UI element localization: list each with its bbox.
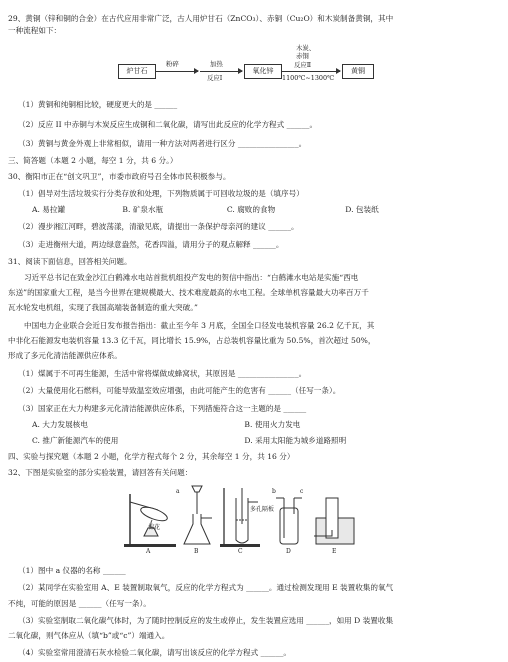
label-a: a <box>176 488 180 495</box>
q31-para2-line1: 中国电力企业联合会近日发布报告指出：截止至今年 3 月底，全国全口径发电装机容量 26.2 亿千瓦，其 <box>24 321 375 330</box>
q30-option-a: A. 易拉罐 <box>32 205 66 214</box>
apparatus-a <box>120 484 180 548</box>
flow-box-brass: 黄铜 <box>342 64 374 79</box>
q32-s3: （3）实验室制取二氧化碳气体时，为了随时控制反应的发生或停止，发生装置应选用 ______，如用 D 装置收集 <box>18 616 394 625</box>
q29-s2: （2）反应 II 中赤铜与木炭反应生成铜和二氧化碳，请写出此反应的化学方程式 ______。 <box>18 120 318 129</box>
process-flow-diagram <box>118 44 410 94</box>
apparatus-d <box>272 494 306 548</box>
q31-option-d: D. 采用太阳能为城乡道路照明 <box>244 436 347 445</box>
q31-para2-line2: 中非化石能源发电装机容量 13.3 亿千瓦，同比增长 15.9%，占总装机容量比重为 50.5%，首次超过 50%， <box>8 336 376 345</box>
q31-options-row1 <box>0 420 508 429</box>
q29-s3: （3）黄铜与黄金外观上非常相似，请用一种方法对两者进行区分 ________________。 <box>18 139 307 148</box>
q29-intro: 29、黄铜（锌和铜的合金）在古代应用非常广泛，古人用炉甘石（ZnCO₃）、赤铜（Cu₂O）和木炭制备黄铜，其中 <box>8 14 394 23</box>
q31-options-row2 <box>0 436 508 445</box>
flow-arrow-2 <box>200 71 242 72</box>
section-4-heading: 四、实验与探究题（本题 2 小题，化学方程式每个 2 分，其余每空 1 分，共 16 分） <box>8 452 295 461</box>
q30-s1: （1）倡导对生活垃圾实行分类存放和处理，下列物质属于可回收垃圾的是（填序号） <box>18 189 304 198</box>
label-D: D <box>286 548 291 555</box>
q29-s1: （1）黄铜和纯铜相比较，硬度更大的是 ______ <box>18 100 178 109</box>
label-valve: 多孔隔板 <box>250 506 275 513</box>
q31-option-b: B. 使用火力发电 <box>244 420 301 429</box>
apparatus-figure <box>120 484 360 556</box>
q30-intro: 30、衡阳市正在“创文巩卫”，市委市政府号召全体市民积极参与。 <box>8 172 231 181</box>
apparatus-c <box>218 484 262 548</box>
q31-option-a: A. 大力发展核电 <box>32 420 88 429</box>
q30-options <box>0 205 508 214</box>
q31-intro: 31、阅读下面信息，回答相关问题。 <box>8 257 132 266</box>
q32-s1: （1）图中 a 仪器的名称 ______ <box>18 566 126 575</box>
label-A: A <box>146 548 151 555</box>
label-b: b <box>272 488 276 495</box>
q30-option-c: C. 腐败的食物 <box>226 205 276 214</box>
q30-s2: （2）漫步湘江河畔，碧波荡漾，清澈见底，请提出一条保护母亲河的建议 ______。 <box>18 222 299 231</box>
q30-s3: （3）走进衡州大道，两边绿意盎然，花香四溢，请用分子的观点解释 ______。 <box>18 240 284 249</box>
q31-para1-line2: 东送”的国家重大工程，是当今世界在建规模最大、技术难度最高的水电工程。全球单机容量最大功率百万千 <box>8 288 369 297</box>
q31-s2: （2）大量使用化石燃料，可能导致温室效应增强，由此可能产生的危害有 ______（任写一条）。 <box>18 386 341 395</box>
q32-intro: 32、下图是实验室的部分实验装置，请回答有关问题： <box>8 468 193 477</box>
apparatus-b <box>180 484 214 548</box>
label-B: B <box>194 548 199 555</box>
q32-s2b: 不纯，可能的原因是 ______（任写一条）。 <box>8 599 151 608</box>
section-3-heading: 三、简答题（本题 2 小题，每空 1 分，共 6 分。） <box>8 156 178 165</box>
flow-box-ore: 炉甘石 <box>118 64 156 79</box>
flow-label-heat: 加热 <box>210 60 223 68</box>
q31-para2-line3: 形成了多元化清洁能源供应体系。 <box>8 351 122 360</box>
q29-intro-2: 一种流程如下： <box>8 26 62 35</box>
label-c: c <box>300 488 304 495</box>
q31-option-c: C. 推广新能源汽车的使用 <box>32 436 119 445</box>
flow-label-reaction2: 反应Ⅱ <box>294 61 312 69</box>
flow-box-zno: 氧化锌 <box>244 64 282 79</box>
q30-option-d: D. 包装纸 <box>345 205 379 214</box>
q31-s1: （1）煤属于不可再生能源，生活中常将煤做成蜂窝状，其原因是 ________________。 <box>18 369 307 378</box>
q32-s2: （2）某同学在实验室用 A、E 装置制取氧气，反应的化学方程式为 ______。通过检测发现用 E 装置收集的氧气 <box>18 583 394 592</box>
q31-s3: （3）国家正在大力构建多元化清洁能源供应体系，下列措施符合这一主题的是 ______ <box>18 404 307 413</box>
q31-para1-line3: 瓦水轮发电机组，实现了我国高端装备制造的重大突破。” <box>8 303 198 312</box>
label-cotton: 棉花 <box>148 524 161 531</box>
flow-label-reaction1: 反应Ⅰ <box>207 74 223 82</box>
q30-option-b: B. 矿泉水瓶 <box>122 205 164 214</box>
q32-s3b: 二氧化碳，则气体应从（填“b”或“c”）端通入。 <box>8 631 170 640</box>
flow-label-crush: 粉碎 <box>166 60 179 68</box>
q32-s4: （4）实验室常用澄清石灰水检验二氧化碳，请写出该反应的化学方程式 ______。 <box>18 648 292 657</box>
label-C: C <box>238 548 243 555</box>
flow-label-temp: 1100℃~1300℃ <box>282 74 335 82</box>
apparatus-e <box>312 492 358 548</box>
label-E: E <box>332 548 337 555</box>
flow-label-add: 木炭、 <box>296 44 316 52</box>
flow-label-add2: 赤铜 <box>296 52 309 60</box>
flow-arrow-3 <box>282 71 340 72</box>
flow-arrow-1 <box>156 71 198 72</box>
q31-para1-line1: 习近平总书记在致金沙江白鹤滩水电站首批机组投产发电的贺信中指出：“白鹤滩水电站是实施“西电 <box>24 273 359 282</box>
